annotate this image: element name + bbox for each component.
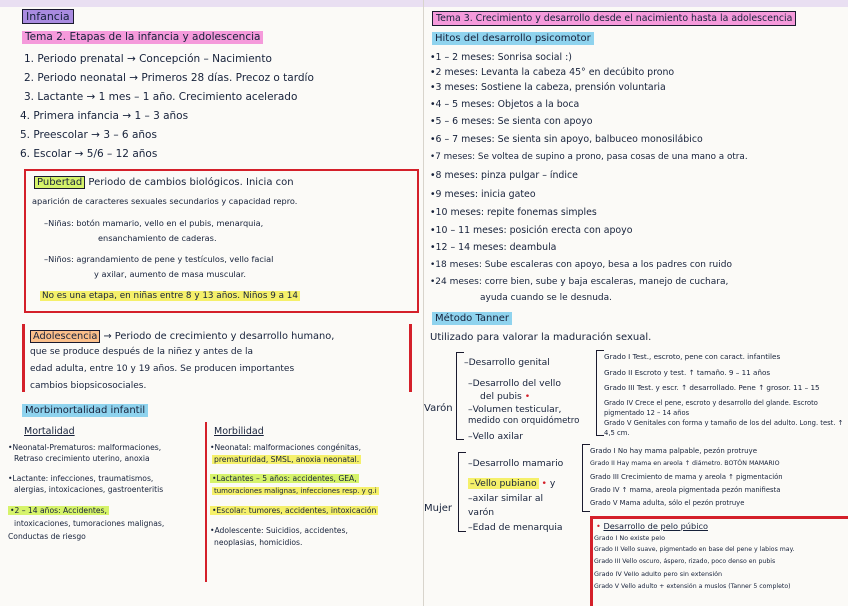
- varon-item-2: del pubis •: [480, 391, 531, 402]
- mortalidad-line-1: Retraso crecimiento uterino, anoxia: [14, 454, 150, 463]
- hito-6: •7 meses: Se voltea de supino a prono, pasa cosas de una mano a otra.: [430, 152, 748, 162]
- morbi-divider: [205, 422, 207, 582]
- adolescencia-right-rule: [409, 324, 412, 392]
- hito-9: •10 meses: repite fonemas simples: [430, 207, 597, 218]
- morbilidad-line-0: •Neonatal: malformaciones congénitas,: [210, 443, 362, 452]
- stage-6: 6. Escolar → 5/6 – 12 años: [20, 148, 158, 160]
- hito-14: ayuda cuando se le desnuda.: [480, 293, 613, 303]
- hito-11: •12 – 14 meses: deambula: [430, 242, 557, 253]
- page-title-infancia: Infancia: [22, 9, 74, 24]
- vello-left-rule: [590, 516, 593, 606]
- mujer-grade-2: Grado III Crecimiento de mama y areola ↑ pigmentación: [590, 473, 783, 481]
- adolescencia-left-rule: [22, 324, 25, 392]
- mujer-item-2: –axilar similar al: [468, 493, 543, 504]
- right-page: [424, 0, 848, 606]
- mortalidad-line-7: intoxicaciones, tumoraciones malignas,: [14, 519, 165, 528]
- top-edge-strip: [0, 0, 423, 7]
- varon-grade-3: Grado IV Crece el pene, escroto y desarrollo del glande. Escroto pigmentado 12 – 14 años: [604, 399, 818, 417]
- hito-8: •9 meses: inicia gateo: [430, 189, 536, 200]
- pubertad-term: Pubertad: [34, 176, 85, 189]
- mujer-label: Mujer: [424, 503, 453, 514]
- tanner-intro: Utilizado para valorar la maduración sexual.: [430, 332, 652, 343]
- hito-13: •24 meses: corre bien, sube y baja escaleras, manejo de cuchara,: [430, 277, 729, 287]
- hito-3: •4 – 5 meses: Objetos a la boca: [430, 99, 580, 110]
- morbilidad-header: Morbilidad: [214, 426, 264, 437]
- morbilidad-line-8: •Adolescente: Suicidios, accidentes,: [210, 526, 348, 535]
- varon-bracket: [456, 352, 464, 440]
- adolescencia-l4: cambios biopsicosociales.: [30, 381, 147, 391]
- mujer-item-1: –Vello pubiano • y: [470, 478, 556, 489]
- varon-item-0: –Desarrollo genital: [464, 357, 550, 368]
- hito-12: •18 meses: Sube escaleras con apoyo, besa a los padres con ruido: [430, 260, 732, 270]
- adolescencia-line1: [30, 330, 334, 343]
- varon-item-3: –Volumen testicular,: [468, 404, 562, 415]
- morbilidad-line-3: •Lactantes – 5 años: accidentes, GEA,: [212, 474, 357, 483]
- pubertad-note: No es una etapa, en niñas entre 8 y 13 años. Niños 9 a 14: [42, 291, 298, 301]
- stage-2: 2. Periodo neonatal → Primeros 28 días. Precoz o tardío: [24, 72, 314, 84]
- mortalidad-line-4: alergias, intoxicaciones, gastroenteritis: [14, 485, 164, 494]
- pubertad-ninas1: –Niñas: botón mamario, vello en el pubis, menarquia,: [44, 218, 264, 228]
- vello-grade-2: Grado III Vello oscuro, áspero, rizado, poco denso en pubis: [594, 558, 776, 565]
- mortalidad-header: Mortalidad: [24, 426, 75, 437]
- morbilidad-line-1: prematuridad, SMSL, anoxia neonatal.: [214, 455, 360, 464]
- mortalidad-line-8: Conductas de riesgo: [8, 532, 86, 541]
- mujer-grade-4: Grado V Mama adulta, sólo el pezón protruye: [590, 499, 745, 507]
- hito-4: •5 – 6 meses: Se sienta con apoyo: [430, 116, 593, 127]
- adolescencia-term: Adolescencia: [30, 330, 100, 343]
- stage-1: 1. Periodo prenatal → Concepción – Nacimiento: [24, 53, 272, 65]
- morbilidad-line-6: •Escolar: tumores, accidentes, intoxicación: [212, 506, 377, 515]
- tema3-heading: Tema 3. Crecimiento y desarrollo desde el nacimiento hasta la adolescencia: [432, 11, 796, 26]
- hito-10: •10 – 11 meses: posición erecta con apoyo: [430, 225, 633, 236]
- varon-grades-bracket: [596, 350, 604, 436]
- vello-top-rule: [590, 516, 848, 519]
- stage-5: 5. Preescolar → 3 – 6 años: [20, 129, 157, 141]
- morbilidad-line-9: neoplasias, homicidios.: [214, 538, 303, 547]
- hito-7: •8 meses: pinza pulgar – índice: [430, 170, 578, 181]
- mortalidad-line-3: •Lactante: infecciones, traumatismos,: [8, 474, 154, 483]
- varon-label: Varón: [424, 403, 453, 414]
- mujer-item-0: –Desarrollo mamario: [468, 458, 564, 469]
- hito-2: •3 meses: Sostiene la cabeza, prensión voluntaria: [430, 82, 666, 93]
- vello-grade-1: Grado II Vello suave, pigmentado en base del pene y labios may.: [594, 546, 795, 553]
- vello-grade-4: Grado V Vello adulto + extensión a muslos (Tanner 5 completo): [594, 583, 791, 590]
- morbilidad-line-4: tumoraciones malignas, infecciones resp. y g.i: [214, 487, 377, 495]
- pubertad-def2: aparición de caracteres sexuales secundarios y capacidad repro.: [32, 196, 298, 206]
- pubertad-ninas2: ensanchamiento de caderas.: [98, 233, 217, 243]
- mujer-item-4: –Edad de menarquia: [468, 522, 563, 533]
- varon-item-5: –Vello axilar: [468, 431, 524, 442]
- top-edge-strip-right: [424, 0, 848, 7]
- pubertad-ninos1: –Niños: agrandamiento de pene y testículos, vello facial: [44, 254, 274, 264]
- varon-grade-1: Grado II Escroto y test. ↑ tamaño. 9 – 11 años: [604, 368, 771, 377]
- mujer-item-3: varón: [468, 507, 495, 518]
- mujer-grade-1: Grado II Hay mama en areola ↑ diámetro. BOTÓN MAMARIO: [590, 460, 780, 467]
- stage-4: 4. Primera infancia → 1 – 3 años: [20, 110, 189, 122]
- adolescencia-l2: que se produce después de la niñez y antes de la: [30, 347, 253, 357]
- adolescencia-l1: → Periodo de crecimiento y desarrollo humano,: [103, 331, 335, 342]
- mortalidad-line-0: •Neonatal-Prematuros: malformaciones,: [8, 443, 162, 452]
- hito-1: •2 meses: Levanta la cabeza 45° en decúbito prono: [430, 67, 675, 78]
- mortalidad-line-6: •2 – 14 años: Accidentes,: [10, 506, 107, 515]
- varon-item-4: medido con orquidómetro: [468, 416, 580, 426]
- tanner-title: Método Tanner: [432, 312, 512, 325]
- adolescencia-l3: edad adulta, entre 10 y 19 años. Se producen importantes: [30, 364, 295, 374]
- varon-grade-4: Grado V Genitales con forma y tamaño de los del adulto. Long. test. ↑ 4,5 cm.: [604, 419, 844, 437]
- varon-grade-2: Grado III Test. y escr. ↑ desarrollado. Pene ↑ grosor. 11 – 15: [604, 383, 820, 392]
- vello-grade-0: Grado I No existe pelo: [594, 534, 665, 542]
- hito-5: •6 – 7 meses: Se sienta sin apoyo, balbuceo monosilábico: [430, 134, 703, 145]
- pubertad-ninos2: y axilar, aumento de masa muscular.: [94, 269, 247, 279]
- morbi-title: Morbimortalidad infantil: [22, 404, 148, 417]
- hito-0: •1 – 2 meses: Sonrisa social :): [430, 52, 572, 63]
- mujer-grade-0: Grado I No hay mama palpable, pezón protruye: [590, 447, 757, 455]
- mujer-grades-bracket: [582, 444, 590, 512]
- stage-3: 3. Lactante → 1 mes – 1 año. Crecimiento acelerado: [24, 91, 298, 103]
- varon-item-1: –Desarrollo del vello: [468, 378, 561, 389]
- pubertad-line1: [34, 176, 294, 189]
- hitos-title: Hitos del desarrollo psicomotor: [432, 32, 594, 45]
- varon-grade-0: Grado I Test., escroto, pene con caract. infantiles: [604, 352, 781, 361]
- vello-grade-3: Grado IV Vello adulto pero sin extensión: [594, 570, 723, 578]
- tema2-heading: Tema 2. Etapas de la infancia y adolescencia: [22, 31, 263, 44]
- pubertad-def1: Periodo de cambios biológicos. Inicia con: [88, 177, 294, 188]
- vello-title: • Desarrollo de pelo púbico: [596, 521, 708, 531]
- mujer-bracket: [458, 452, 466, 532]
- mujer-grade-3: Grado IV ↑ mama, areola pigmentada pezón manifiesta: [590, 486, 781, 494]
